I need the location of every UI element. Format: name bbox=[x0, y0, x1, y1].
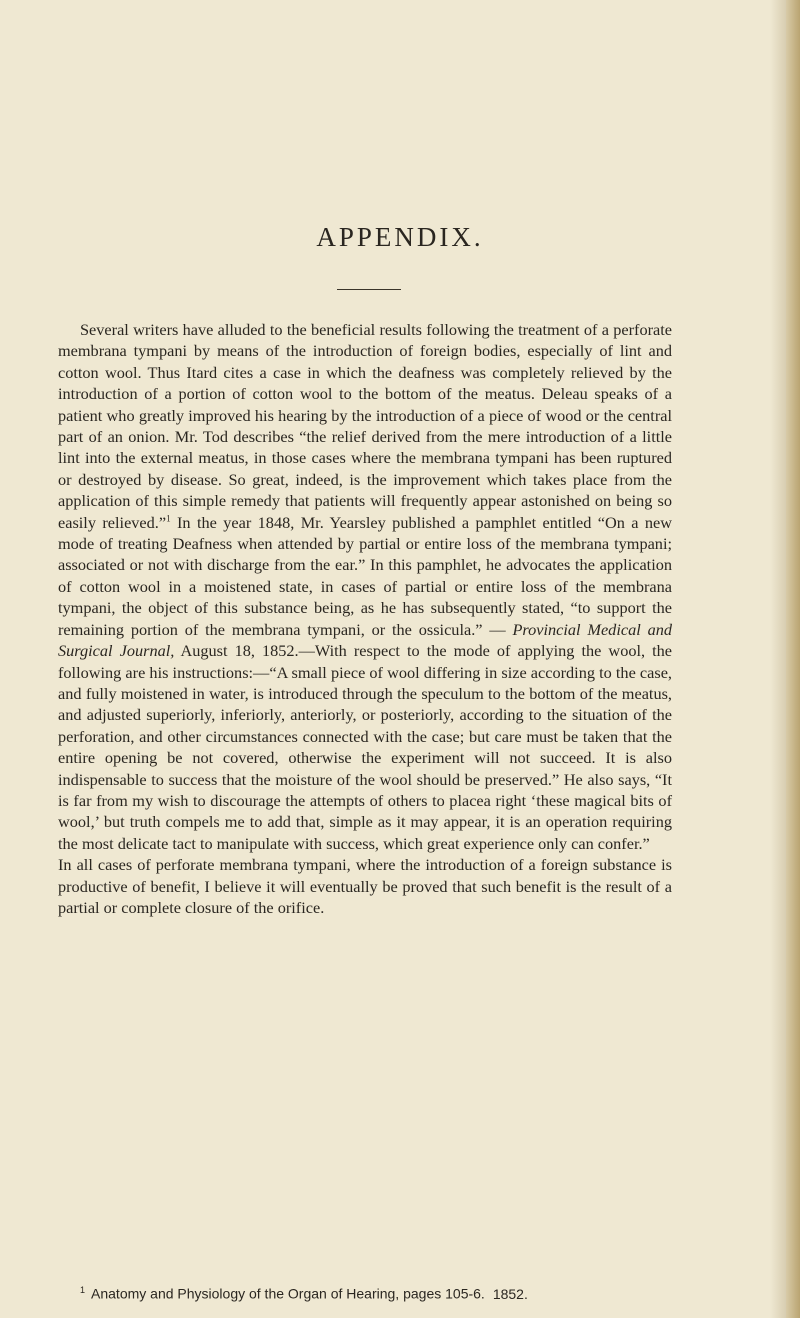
paragraph-1 bbox=[58, 319, 672, 854]
footnote-mark: 1 bbox=[80, 1285, 86, 1295]
journal-title: Provincial Medical and Surgical Journal, bbox=[58, 619, 672, 661]
page-edge bbox=[786, 0, 800, 1318]
footnote bbox=[80, 1281, 720, 1303]
paragraph-1-part-3: August 18, 1852.—With respect to the mode of applying the wool, the following are his instructions:—“A small piece of wool differing in size according to the case, and fully moistened in water, is introduced through the speculum to the bottom of the meatus, and adjusted superiorly, inferiorly, anteriorly, or posteriorly, according to the situation of the perforation, and other circumstances connected with the case; but care must be taken that the entire opening be not covered, otherwise the experiment will not succeed. It is also indispensable to success that the moisture of the wool should be preserved.” He also says, “It is far from my wish to discourage the attempts of others to placea right ‘these magical bits of wool,’ but truth compels me to add that, simple as it may appear, it is an operation requiring the most delicate tact to manipulate with success, which great experience only can confer.” bbox=[58, 641, 673, 853]
paragraph-1-part-1: Several writers have alluded to the beneficial results following the treatment of a perforate membrana tympani by means of the introduction of foreign bodies, especially of lint and cotton wool. Thus Itard cites a case in which the deafness was completely relieved by the introduction of a portion of cotton wool to the bottom of the meatus. Deleau speaks of a patient who greatly improved his hearing by the introduction of a piece of wood or the central part of an onion. Mr. Tod describes “the relief derived from the mere introduction of a little lint into the external meatus, in those cases where the membrana tympani has been ruptured or destroyed by disease. So great, indeed, is the improvement which takes place from the application of this simple remedy that patients will frequently appear astonished on being so easily relieved.” bbox=[58, 320, 672, 532]
page-heading: APPENDIX. bbox=[316, 222, 484, 252]
paragraph-1-part-2: In the year 1848, Mr. Yearsley published a pamphlet entitled “On a new mode of treating Deafness when attended by partial or entire loss of the membrana tympani; associated or not with discharge from the ear.” In this pamphlet, he advocates the application of cotton wool in a moistened state, in cases of partial or entire loss of the membrana tympani, the object of this substance being, as he has subsequently stated, “to support the remaining portion of the membrana tympani, or the ossicula.” — bbox=[58, 512, 672, 639]
footnote-reference: 1 bbox=[166, 513, 171, 524]
body-text bbox=[58, 319, 672, 918]
paragraph-2: In all cases of perforate membrana tympani, where the introduction of a foreign substance is productive of benefit, I believe it will eventually be proved that such benefit is the result of a partial or complete closure of the orifice. bbox=[58, 855, 672, 917]
heading-divider bbox=[337, 289, 401, 290]
footnote-text: Anatomy and Physiology of the Organ of Hearing, pages 105-6. bbox=[91, 1285, 485, 1302]
footnote-year: 1852. bbox=[492, 1285, 528, 1302]
